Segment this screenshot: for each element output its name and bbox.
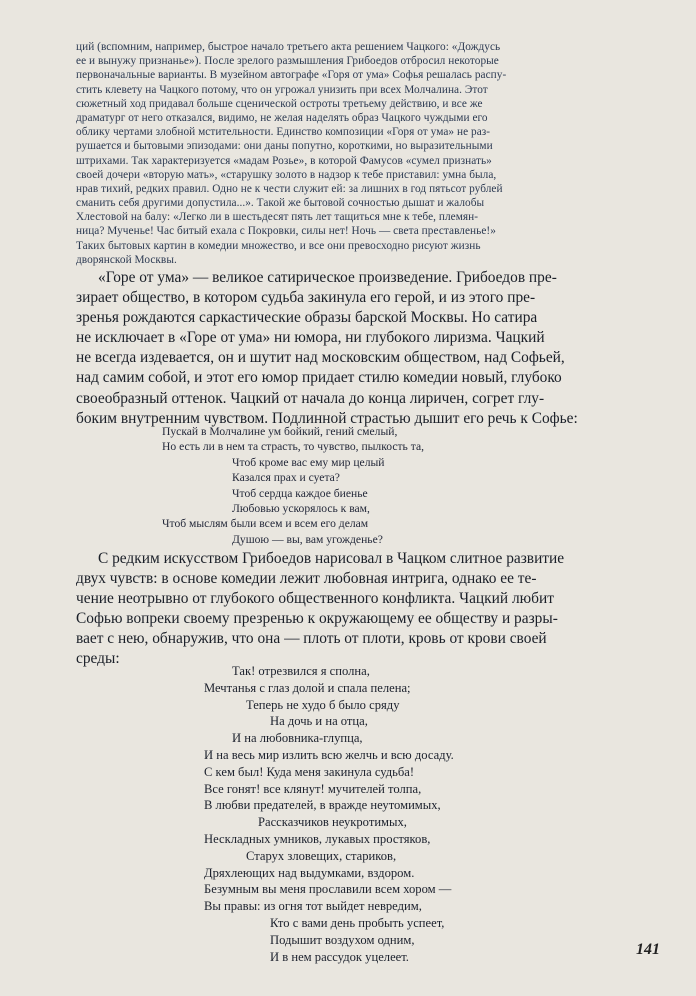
verse-line: И в нем рассудок уцелеет. — [270, 949, 409, 964]
verse-line: Нескладных умников, лукавых простяков, — [204, 831, 431, 846]
verse-line: Чтоб сердца каждое биенье — [232, 486, 368, 500]
verse-line: Безумным вы меня прославили всем хором — — [204, 882, 452, 897]
verse-line: На дочь и на отца, — [270, 714, 368, 729]
text-line: ее и вынужу признанье»). После зрелого размышления Грибоедов отбросил некоторые — [76, 55, 499, 68]
text-line: рушается и бытовыми эпизодами: они даны попутно, короткими, но выразительными — [76, 140, 493, 153]
text-line: дворянской Москвы. — [76, 253, 177, 266]
page-number: 141 — [636, 941, 660, 958]
text-line: драматург от него отказался, видимо, не желая наделять образ Чацкого чуждыми его — [76, 111, 488, 124]
verse-line: И на любовника-глупца, — [232, 731, 363, 746]
verse-line: И на весь мир излить всю желчь и всю досаду. — [204, 747, 454, 762]
paragraph-satire — [76, 268, 682, 429]
text-line: не исключает в «Горе от ума» ни юмора, ни глубокого лиризма. Чацкий — [76, 329, 545, 347]
verse-line: Вы правы: из огня тот выйдет невредим, — [204, 899, 422, 914]
text-line: нрав тихий, редких правил. Одно не к чести служит ей: за лишних в год пятьсот рублей — [76, 182, 503, 195]
verse-line: Кто с вами день пробыть успеет, — [270, 915, 445, 930]
verse-line: В любви предателей, в вражде неутомимых, — [204, 798, 441, 813]
verse-line: Все гонят! все клянут! мучителей толпа, — [204, 781, 422, 796]
text-line: ница? Мученье! Час битый ехала с Покровки, силы нет! Ночь — света преставленье!» — [76, 225, 496, 238]
text-line: не всегда издевается, он и шутит над московским обществом, над Софьей, — [76, 349, 565, 367]
text-line: С редким искусством Грибоедов нарисовал в Чацком слитное развитие — [98, 550, 565, 567]
verse-line: Пускай в Молчалине ум бойкий, гений смелый, — [162, 425, 398, 438]
text-line: своеобразный оттенок. Чацкий от начала до конца лиричен, согрет глу- — [76, 389, 545, 407]
verse-line: Рассказчиков неукротимых, — [258, 815, 407, 830]
verse-line: Подышит воздухом одним, — [270, 932, 415, 947]
verse-line: Любовью ускорялось к вам, — [232, 501, 370, 515]
text-line: Таких бытовых картин в комедии множество, и все они превосходно рисуют жизнь — [76, 239, 481, 252]
verse-quote-2 — [0, 663, 696, 965]
text-line: своей дочери «вторую мать», «старушку золото в надзор к тебе приставил: умна была, — [76, 168, 497, 181]
text-line: штрихами. Так характеризуется «мадам Розье», в которой Фамусов «сумел признать» — [76, 154, 492, 167]
text-line: первоначальные варианты. В музейном автографе «Горя от ума» Софья решалась распу- — [76, 69, 507, 82]
verse-line: Чтоб мыслям были всем и всем его делам — [162, 517, 369, 531]
text-line: зренья рождаются саркастические образы барской Москвы. Но сатира — [76, 309, 538, 327]
text-line: зирает общество, в котором судьба закинула его герой, и из этого пре- — [76, 289, 536, 307]
text-line: «Горе от ума» — великое сатирическое произведение. Грибоедов пре- — [98, 269, 557, 286]
text-line: Софью вопреки своему презренью к окружающему ее обществу и разры- — [76, 610, 558, 628]
text-line: среды: — [76, 650, 120, 668]
verse-line: Но есть ли в нем та страсть, то чувство, пылкость та, — [162, 440, 424, 454]
text-line: двух чувств: в основе комедии лежит любовная интрига, однако ее те- — [76, 570, 537, 588]
text-line: облику чертами злобной мстительности. Единство композиции «Горя от ума» не раз- — [76, 126, 491, 139]
text-line: вает с нею, обнаружив, что она — плоть от плоти, кровь от крови своей — [76, 630, 547, 648]
paragraph-two-feelings — [76, 549, 682, 670]
verse-line: С кем был! Куда меня закинула судьба! — [204, 764, 415, 779]
verse-line: Мечтанья с глаз долой и спала пелена; — [204, 680, 411, 695]
verse-line: Казался прах и суета? — [232, 471, 340, 485]
verse-line: Так! отрезвился я сполна, — [232, 664, 370, 678]
verse-line: Дряхлеющих над выдумками, вздором. — [204, 865, 415, 880]
text-line: сманить себя другими допустила...». Такой же бытовой сочностью дышат и жалобы — [76, 197, 485, 210]
verse-line: Чтоб кроме вас ему мир целый — [232, 455, 385, 469]
verse-line: Теперь не худо б было сряду — [246, 697, 400, 712]
text-line: боким внутренним чувством. Подлинной страстью дышит его речь к Софье: — [76, 409, 578, 427]
text-line: сюжетный ход придавал больше сценической остроты третьему действию, и все же — [76, 97, 483, 110]
verse-quote-1 — [0, 424, 696, 547]
text-line: ций (вспомним, например, быстрое начало третьего акта решением Чацкого: «Дождусь — [76, 41, 501, 53]
text-line: Хлестовой на балу: «Легко ли в шестьдесят пять лет тащиться мне к тебе, племян- — [76, 211, 479, 224]
text-line: стить клевету на Чацкого потому, что он угрожал унизить при всех Молчалина. Этот — [76, 83, 488, 96]
text-line: над самим собой, и этот его юмор придает стилю комедии новый, глубоко — [76, 369, 562, 387]
verse-line: Душою — вы, вам угожденье? — [232, 532, 383, 546]
text-line: чение неотрывно от глубокого общественного конфликта. Чацкий любит — [76, 590, 554, 608]
verse-line: Старух зловещих, стариков, — [246, 848, 397, 863]
top-paragraph — [76, 40, 682, 267]
